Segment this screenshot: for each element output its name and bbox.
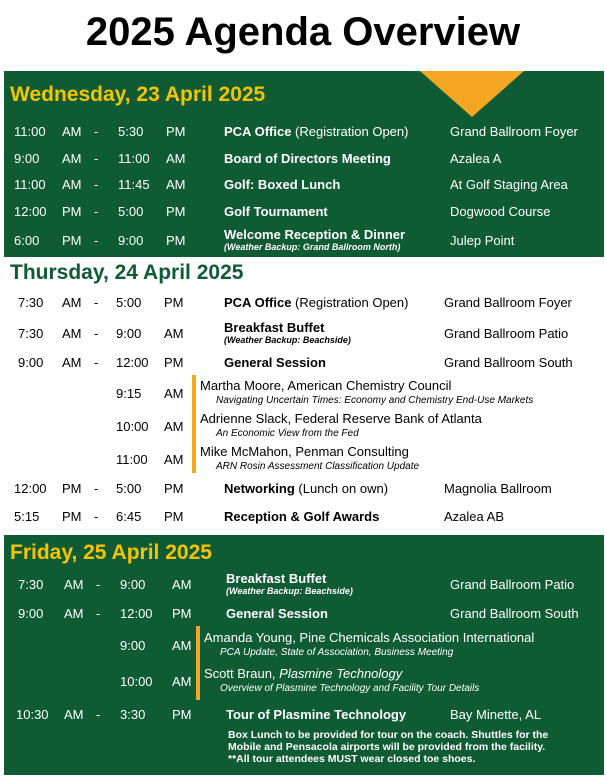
end-period: AM xyxy=(166,177,186,192)
start-time: 11:00 xyxy=(14,177,46,192)
start-time: 11:00 xyxy=(14,124,46,139)
event-extra: (Registration Open) xyxy=(291,124,409,139)
end-time: 11:45 xyxy=(118,177,150,192)
event-location: Grand Ballroom Patio xyxy=(444,326,569,341)
weather-backup-note: (Weather Backup: Beachside) xyxy=(226,586,353,596)
start-time: 7:30 xyxy=(18,295,44,310)
event-location: Grand Ballroom Foyer xyxy=(450,124,578,139)
end-period: PM xyxy=(172,707,192,722)
time-dash: - xyxy=(96,707,101,722)
thursday-header: Thursday, 24 April 2025 xyxy=(10,261,244,284)
event-title: PCA Office xyxy=(224,295,292,310)
end-period: PM xyxy=(166,124,186,139)
start-period: AM xyxy=(62,295,82,310)
event-name xyxy=(224,124,408,139)
end-time: 12:00 xyxy=(116,355,149,370)
event-title: Breakfast Buffet xyxy=(226,571,327,586)
end-period: PM xyxy=(166,233,186,248)
end-time: 9:00 xyxy=(116,326,142,341)
event-name xyxy=(226,606,328,621)
end-time: 6:45 xyxy=(116,509,142,524)
event-location: Grand Ballroom Patio xyxy=(450,577,575,592)
friday-header: Friday, 25 April 2025 xyxy=(10,541,212,564)
time-dash: - xyxy=(94,124,99,139)
event-title: General Session xyxy=(224,355,326,370)
start-time: 9:00 xyxy=(18,606,44,621)
event-title: Board of Directors Meeting xyxy=(224,151,391,166)
speaker-period: AM xyxy=(164,452,184,467)
speaker-period: AM xyxy=(164,419,184,434)
time-dash: - xyxy=(94,295,99,310)
end-period: PM xyxy=(166,204,186,219)
end-period: AM xyxy=(164,326,184,341)
event-location: Julep Point xyxy=(450,233,515,248)
end-period: PM xyxy=(164,295,184,310)
wednesday-header: Wednesday, 23 April 2025 xyxy=(10,83,266,106)
start-period: PM xyxy=(62,481,82,496)
start-time: 9:00 xyxy=(14,151,40,166)
end-time: 11:00 xyxy=(118,151,150,166)
time-dash: - xyxy=(94,326,99,341)
event-extra: (Lunch on own) xyxy=(294,481,389,496)
speaker-org: Plasmine Technology xyxy=(279,666,403,681)
time-dash: - xyxy=(94,509,99,524)
event-location: Grand Ballroom South xyxy=(450,606,579,621)
speaker-time: 10:00 xyxy=(116,419,149,434)
start-time: 9:00 xyxy=(18,355,44,370)
event-name xyxy=(224,204,328,219)
event-title: Breakfast Buffet xyxy=(224,320,325,335)
start-period: AM xyxy=(64,577,84,592)
event-title: General Session xyxy=(226,606,328,621)
speaker-topic: PCA Update, State of Association, Business Meeting xyxy=(220,647,454,658)
event-location: Dogwood Course xyxy=(450,204,551,219)
start-time: 7:30 xyxy=(18,577,44,592)
page-title: 2025 Agenda Overview xyxy=(85,10,521,54)
end-time: 12:00 xyxy=(120,606,153,621)
speaker-bracket xyxy=(192,375,196,473)
speaker-name: Adrienne Slack, Federal Reserve Bank of Atlanta xyxy=(200,411,482,426)
event-location: Azalea A xyxy=(450,151,502,166)
event-name xyxy=(224,320,324,335)
speaker-name: Scott Braun, Plasmine Technology xyxy=(204,666,403,681)
start-time: 10:30 xyxy=(16,707,49,722)
end-time: 9:00 xyxy=(118,233,144,248)
speaker-period: AM xyxy=(164,386,184,401)
event-name xyxy=(226,571,326,586)
event-location: Bay Minette, AL xyxy=(450,707,542,722)
event-title: Reception & Golf Awards xyxy=(224,509,380,524)
start-time: 12:00 xyxy=(14,481,47,496)
speaker-period: AM xyxy=(172,674,192,689)
speaker-name: Mike McMahon, Penman Consulting xyxy=(200,444,409,459)
event-name xyxy=(224,481,388,496)
time-dash: - xyxy=(96,577,101,592)
start-time: 6:00 xyxy=(14,233,40,248)
event-title: Golf: Boxed Lunch xyxy=(224,177,341,192)
speaker-time: 11:00 xyxy=(116,452,148,467)
tour-note: Box Lunch to be provided for tour on the coach. Shuttles for the Mobile and Pensacola airports will be provided from the facility. **All tour attendees MUST wear closed toe shoes. xyxy=(228,729,549,765)
time-dash: - xyxy=(94,151,99,166)
start-period: AM xyxy=(62,151,82,166)
event-name xyxy=(224,295,408,310)
event-name xyxy=(224,151,391,166)
event-location: At Golf Staging Area xyxy=(450,177,568,192)
event-title: Golf Tournament xyxy=(224,204,328,219)
end-time: 5:00 xyxy=(118,204,144,219)
end-time: 5:30 xyxy=(118,124,144,139)
event-location: Grand Ballroom South xyxy=(444,355,573,370)
event-extra: (Registration Open) xyxy=(291,295,409,310)
event-name xyxy=(224,177,340,192)
time-dash: - xyxy=(94,481,99,496)
end-period: PM xyxy=(164,355,184,370)
event-title: Networking xyxy=(224,481,295,496)
start-time: 5:15 xyxy=(14,509,40,524)
speaker-topic: An Economic View from the Fed xyxy=(216,428,359,439)
start-period: AM xyxy=(62,177,82,192)
end-time: 3:30 xyxy=(120,707,146,722)
event-name xyxy=(226,707,406,722)
start-period: AM xyxy=(62,124,82,139)
weather-backup-note: (Weather Backup: Beachside) xyxy=(224,335,351,345)
end-time: 9:00 xyxy=(120,577,146,592)
time-dash: - xyxy=(94,177,99,192)
decorative-triangle xyxy=(420,71,524,117)
speaker-name: Amanda Young, Pine Chemicals Association International xyxy=(204,630,535,645)
time-dash: - xyxy=(96,606,101,621)
start-period: AM xyxy=(64,606,84,621)
end-time: 5:00 xyxy=(116,481,142,496)
event-title: Welcome Reception & Dinner xyxy=(224,227,406,242)
weather-backup-note: (Weather Backup: Grand Ballroom North) xyxy=(224,242,401,252)
event-name xyxy=(224,509,379,524)
end-period: AM xyxy=(166,151,186,166)
event-title: Tour of Plasmine Technology xyxy=(226,707,407,722)
speaker-topic: Navigating Uncertain Times: Economy and Chemistry End-Use Markets xyxy=(216,395,534,406)
speaker-topic: Overview of Plasmine Technology and Facility Tour Details xyxy=(220,683,480,694)
start-period: AM xyxy=(62,326,82,341)
end-time: 5:00 xyxy=(116,295,142,310)
speaker-time: 10:00 xyxy=(120,674,153,689)
event-location: Grand Ballroom Foyer xyxy=(444,295,572,310)
event-location: Azalea AB xyxy=(444,509,504,524)
time-dash: - xyxy=(94,204,99,219)
speaker-bracket xyxy=(196,626,200,700)
end-period: PM xyxy=(164,509,184,524)
time-dash: - xyxy=(94,233,99,248)
start-period: PM xyxy=(62,233,82,248)
event-title: PCA Office xyxy=(224,124,292,139)
speaker-time: 9:00 xyxy=(120,638,146,653)
speaker-time: 9:15 xyxy=(116,386,142,401)
start-period: AM xyxy=(64,707,84,722)
event-location: Magnolia Ballroom xyxy=(444,481,552,496)
time-dash: - xyxy=(94,355,99,370)
event-name xyxy=(224,227,405,242)
end-period: PM xyxy=(172,606,192,621)
start-period: PM xyxy=(62,204,82,219)
start-time: 7:30 xyxy=(18,326,44,341)
speaker-name: Martha Moore, American Chemistry Council xyxy=(200,378,452,393)
end-period: PM xyxy=(164,481,184,496)
start-time: 12:00 xyxy=(14,204,47,219)
start-period: AM xyxy=(62,355,82,370)
event-name xyxy=(224,355,326,370)
speaker-topic: ARN Rosin Assessment Classification Update xyxy=(216,461,420,472)
start-period: PM xyxy=(62,509,82,524)
speaker-period: AM xyxy=(172,638,192,653)
end-period: AM xyxy=(172,577,192,592)
